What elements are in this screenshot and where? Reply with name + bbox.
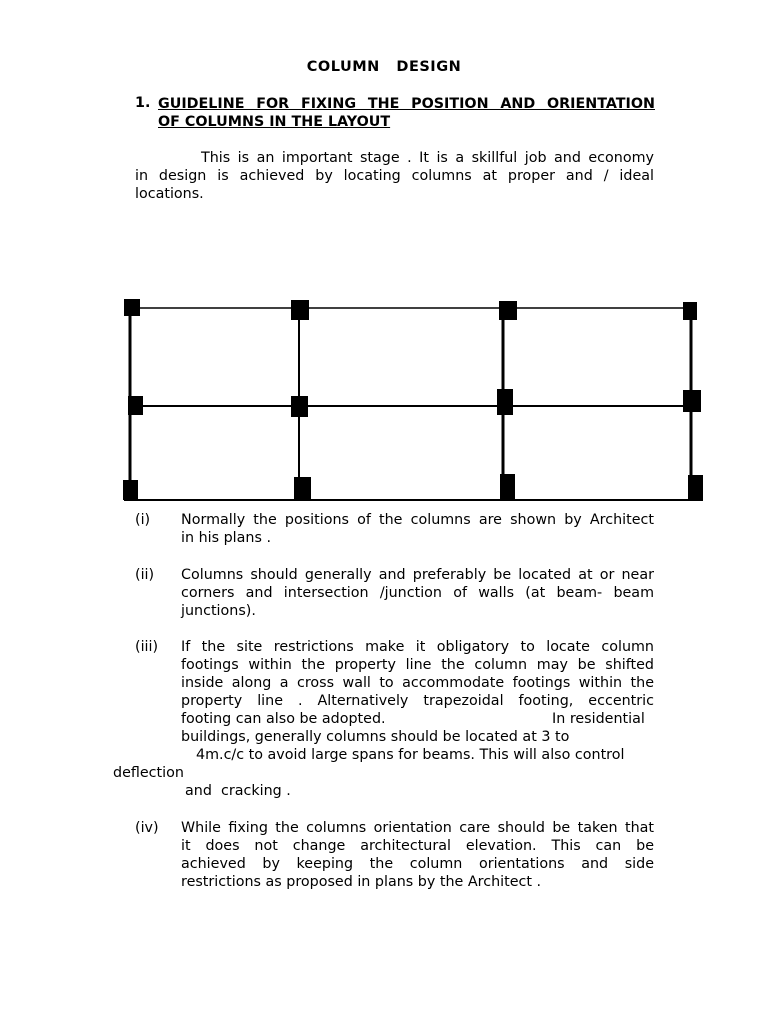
column-marker: [294, 477, 311, 500]
list-item-line: deflection: [113, 765, 184, 781]
list-item-body: [181, 511, 654, 547]
section-heading: [158, 95, 655, 131]
list-item-line: inside along a cross wall to accommodate footings within the: [181, 675, 654, 691]
column-marker: [123, 480, 138, 500]
column-marker: [683, 302, 697, 320]
list-item-line: footing can also be adopted.: [181, 711, 386, 727]
list-item-number: (iv): [135, 820, 159, 836]
list-item-line: footings within the property line the column may be shifted: [181, 657, 654, 673]
section-heading-line: OF COLUMNS IN THE LAYOUT: [158, 114, 391, 130]
section-number: 1.: [135, 95, 151, 111]
list-item-line: 4m.c/c to avoid large spans for beams. This will also control: [196, 747, 625, 763]
list-item-line: property line . Alternatively trapezoidal footing, eccentric: [181, 693, 654, 709]
list-item-number: (ii): [135, 567, 155, 583]
intro-line: in design is achieved by locating columns at proper and / ideal: [135, 168, 654, 184]
column-layout-diagram: [118, 295, 710, 507]
intro-paragraph: [135, 149, 654, 203]
list-item-line: Normally the positions of the columns are shown by Architect: [181, 512, 654, 528]
list-item-line: corners and intersection /junction of walls (at beam- beam: [181, 585, 654, 601]
column-marker: [291, 396, 308, 417]
list-item-body: [181, 819, 654, 891]
column-marker: [291, 300, 309, 320]
section-heading-line: GUIDELINE FOR FIXING THE POSITION AND ORIENTATION: [158, 96, 655, 112]
column-marker: [683, 390, 701, 412]
column-marker: [124, 299, 140, 316]
list-item-line: In residential: [552, 711, 645, 727]
list-item-line: achieved by keeping the column orientations and side: [181, 856, 654, 872]
column-marker: [128, 396, 143, 415]
list-item-line: Columns should generally and preferably be located at or near: [181, 567, 654, 583]
list-item-number: (iii): [135, 639, 159, 655]
list-item-body: [181, 566, 654, 620]
list-item-line: While fixing the columns orientation care should be taken that: [181, 820, 654, 836]
column-marker: [500, 474, 515, 500]
intro-line: locations.: [135, 186, 204, 202]
list-item-number: (i): [135, 512, 151, 528]
list-item-body: [181, 638, 654, 710]
page-title: COLUMN DESIGN: [306, 59, 462, 75]
list-item-line: and cracking .: [185, 783, 291, 799]
list-item-line: buildings, generally columns should be located at 3 to: [181, 729, 570, 745]
column-marker: [688, 475, 703, 500]
list-item-line: restrictions as proposed in plans by the Architect .: [181, 874, 542, 890]
list-item-line: it does not change architectural elevation. This can be: [181, 838, 654, 854]
list-item-line: in his plans .: [181, 530, 272, 546]
list-item-line: If the site restrictions make it obligatory to locate column: [181, 639, 654, 655]
column-marker: [497, 389, 513, 415]
column-marker: [499, 301, 517, 320]
intro-line: This is an important stage . It is a skillful job and economy: [201, 150, 654, 166]
list-item-line: junctions).: [181, 603, 256, 619]
